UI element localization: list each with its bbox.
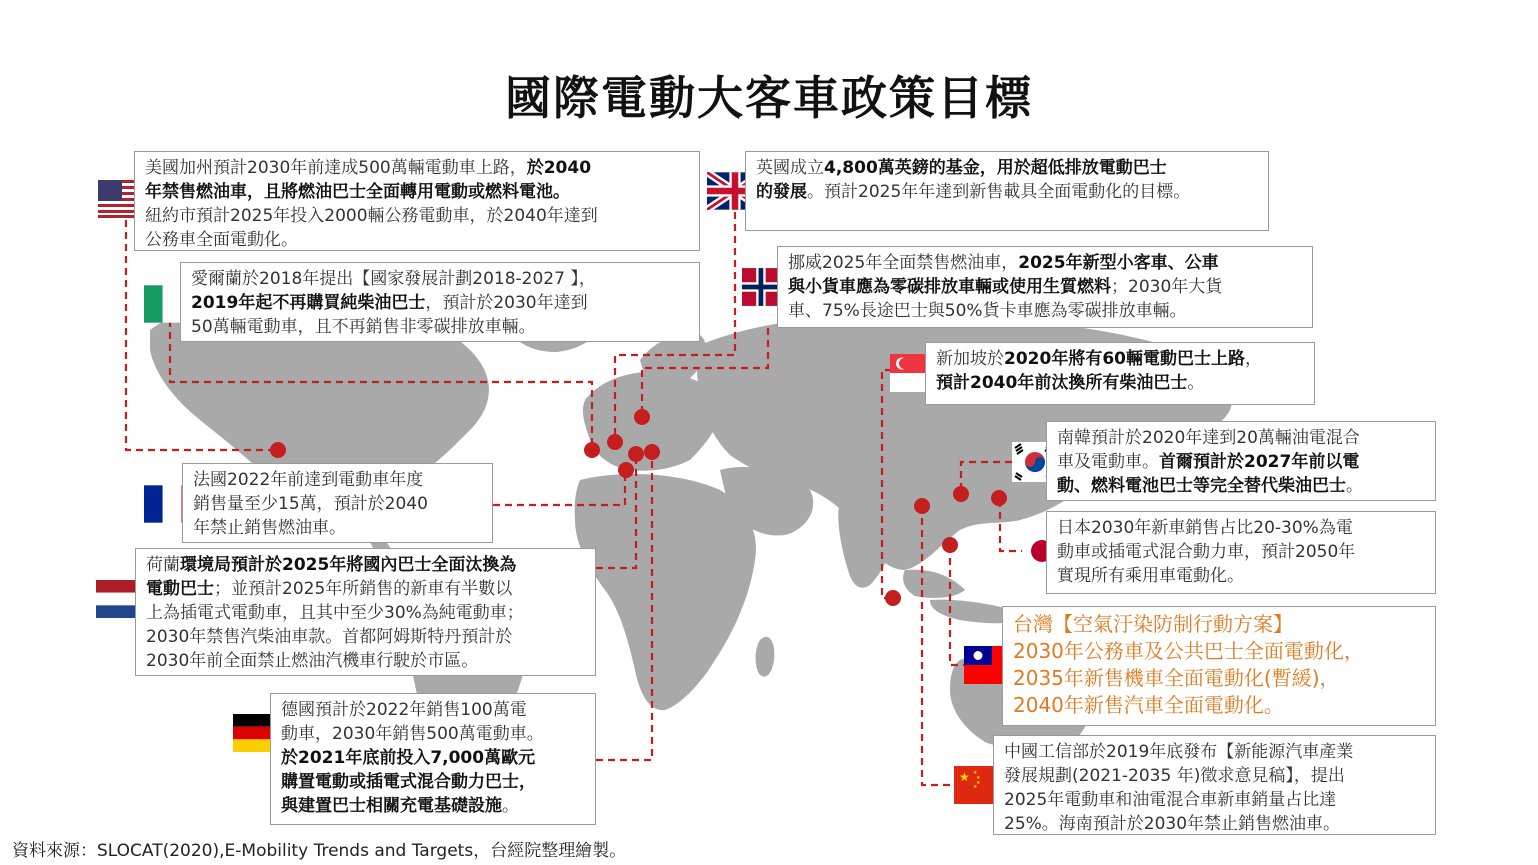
germany-policy-box: 德國預計於2022年銷售100萬電 動車，2030年銷售500萬電動車。 於2021年底前投入7,000萬歐元 購置電動或插電式混合動力巴士， 與建置巴士相關充電基礎設施。 <box>270 693 596 825</box>
marker-france <box>618 462 634 478</box>
marker-uk <box>607 434 623 450</box>
usa-policy-box: 美國加州預計2030年前達成500萬輛電動車上路，於2040 年禁售燃油車，且將燃油巴士全面轉用電動或燃料電池。 紐約市預計2025年投入2000輛公務電動車，於2040年達到 公務車全面電動化。 <box>134 151 700 251</box>
marker-china <box>914 498 930 514</box>
norway-policy-box: 挪威2025年全面禁售燃油車，2025年新型小客車、公車 與小貨車應為零碳排放車輛或使用生質燃料；2030年大貨 車、75%長途巴士與50%貨卡車應為零碳排放車輛。 <box>777 246 1313 328</box>
marker-norway <box>634 409 650 425</box>
japan-policy-box: 日本2030年新車銷售占比20-30%為電 動車或插電式混合動力車，預計2050年 實現所有乘用車電動化。 <box>1046 511 1436 594</box>
svg-text:★: ★ <box>959 770 970 784</box>
china-policy-box: 中國工信部於2019年底發布【新能源汽車產業 發展規劃(2021-2035 年)徵求意見稿】，提出 2025年電動車和油電混合車新車銷量占比達 25%。海南預計於2030年禁止銷售燃油車。 <box>993 735 1436 835</box>
netherlands-policy-box: 荷蘭環境局預計於2025年將國內巴士全面汰換為 電動巴士；並預計2025年所銷售的新車有半數以 上為插電式電動車，且其中至少30%為純電動車； 2030年禁售汽柴油車款。首都阿姆斯特丹預計於 2030年前全面禁止燃油汽機車行駛於市區。 <box>135 548 596 676</box>
marker-korea <box>953 486 969 502</box>
svg-text:★: ★ <box>976 780 981 786</box>
taiwan-policy-box: 台灣【空氣汙染防制行動方案】 2030年公務車及公共巴士全面電動化， 2035年新售機車全面電動化(暫緩)， 2040年新售汽車全面電動化。 <box>1002 606 1436 726</box>
singapore-policy-box: 新加坡於2020年將有60輛電動巴士上路， 預計2040年前汰換所有柴油巴士。 <box>925 342 1315 405</box>
france-policy-box: 法國2022年前達到電動車年度 銷售量至少15萬，預計於2040 年禁止銷售燃油車。 <box>182 463 493 543</box>
korea-policy-box: 南韓預計於2020年達到20萬輛油電混合 車及電動車。首爾預計於2027年前以電 動、燃料電池巴士等完全替代柴油巴士。 <box>1046 421 1436 501</box>
marker-usa <box>270 442 286 458</box>
svg-text:★: ★ <box>973 770 978 776</box>
page-title: 國際電動大客車政策目標 <box>505 71 1033 125</box>
source-note: 資料來源：SLOCAT(2020),E-Mobility Trends and Targets，台經院整理繪製。 <box>12 841 627 861</box>
marker-netherlands <box>628 446 644 462</box>
marker-japan <box>991 490 1007 506</box>
marker-singapore <box>885 590 901 606</box>
marker-ireland <box>584 442 600 458</box>
marker-taiwan <box>942 537 958 553</box>
svg-text:★: ★ <box>973 784 978 790</box>
uk-policy-box: 英國成立4,800萬英鎊的基金，用於超低排放電動巴士 的發展。預計2025年年達到新售載具全面電動化的目標。 <box>745 151 1269 231</box>
svg-text:★: ★ <box>976 775 981 781</box>
marker-germany <box>644 444 660 460</box>
ireland-policy-box: 愛爾蘭於2018年提出【國家發展計劃2018-2027 】， 2019年起不再購買純柴油巴士，預計於2030年達到 50萬輛電動車，且不再銷售非零碳排放車輛。 <box>180 262 700 342</box>
